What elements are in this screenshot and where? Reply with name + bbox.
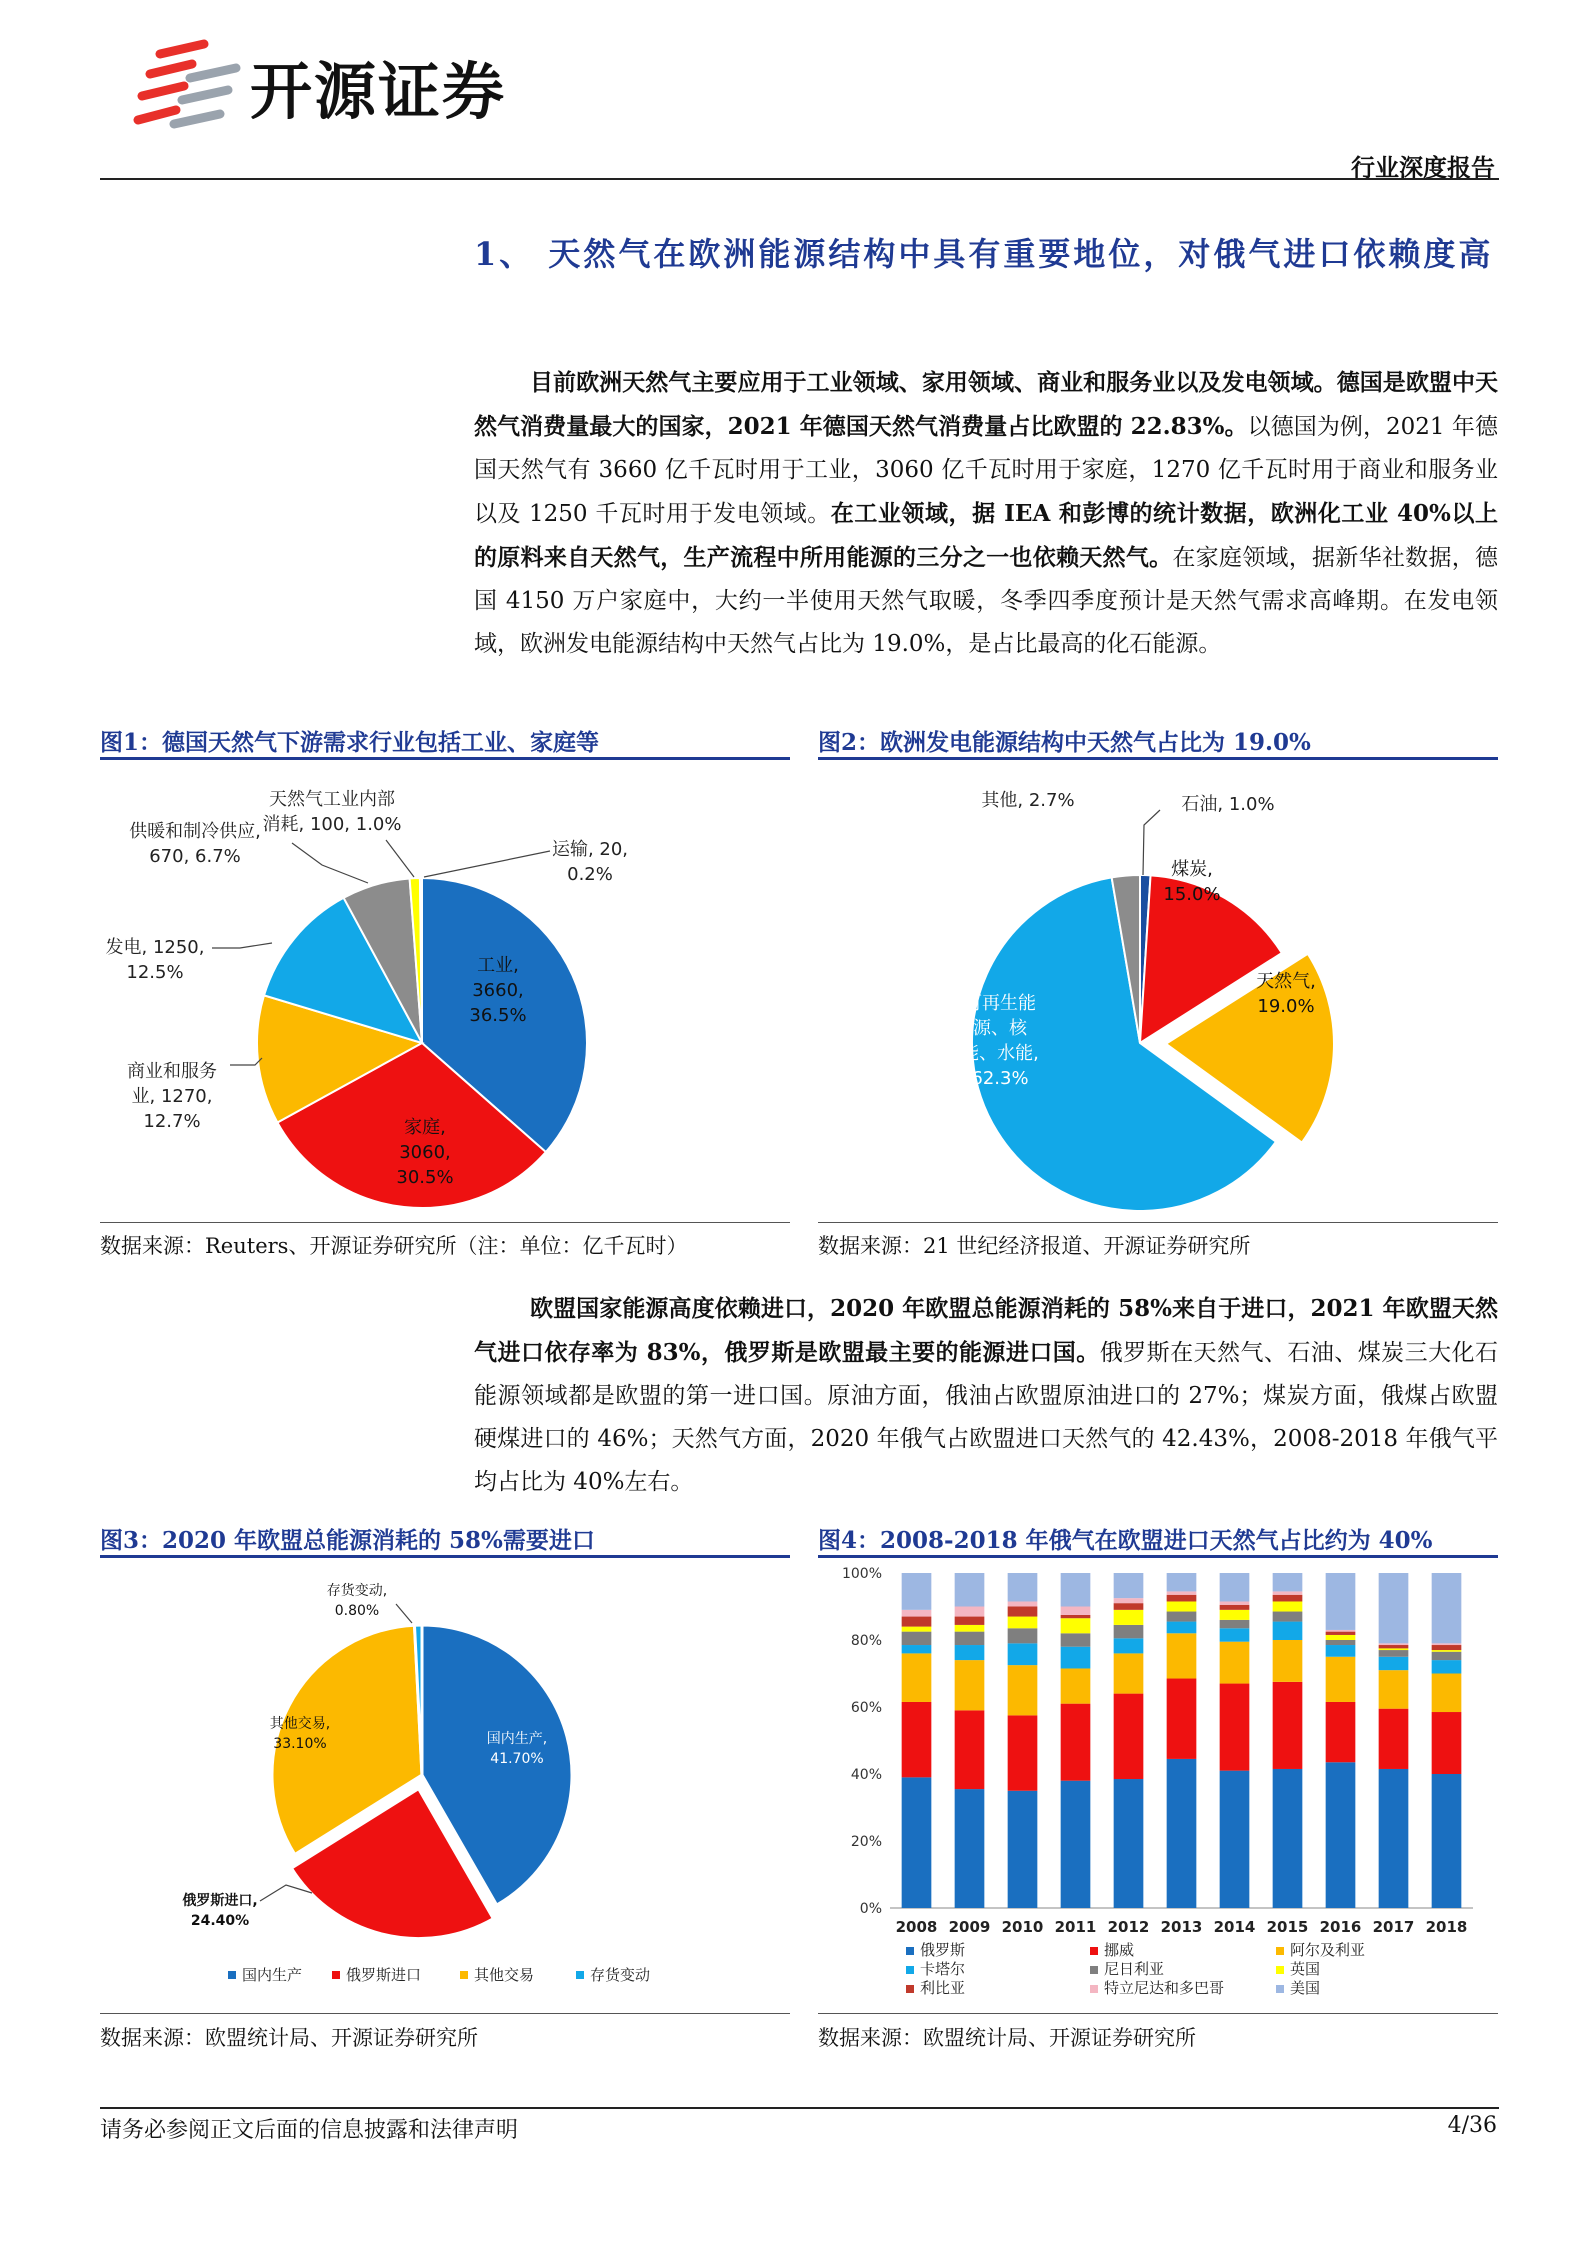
bar-segment: [1379, 1573, 1409, 1643]
bar-segment: [1326, 1762, 1356, 1908]
fig2-source-rule: [818, 1222, 1498, 1223]
bar-segment: [1220, 1642, 1250, 1684]
pie-label: 供暖和制冷供应, 670, 6.7%: [129, 821, 261, 867]
legend-swatch: [576, 1971, 584, 1979]
x-tick-label: 2017: [1372, 1918, 1415, 1936]
bar-segment: [902, 1632, 932, 1645]
bar-segment: [1008, 1665, 1038, 1715]
bar-segment: [1008, 1573, 1038, 1601]
fig3-caption-rule: [100, 1555, 790, 1558]
company-logo-icon: [132, 38, 244, 138]
bar-segment: [955, 1789, 985, 1908]
header-divider: [100, 178, 1499, 180]
legend-label: 国内生产: [242, 1966, 303, 1984]
paragraph-2-bold: 欧盟国家能源高度依赖进口，2020 年欧盟总能源消耗的 58%来自于进口，2021 年欧盟天然气进口依存率为 83%，俄罗斯是欧盟最主要的能源进口国。: [474, 1295, 1498, 1366]
bar-segment: [1061, 1633, 1091, 1646]
bar-segment: [1008, 1601, 1038, 1606]
bar-segment: [1220, 1628, 1250, 1641]
leader-line: [292, 843, 368, 883]
legend-label: 俄罗斯进口: [346, 1966, 422, 1984]
pie-label: 石油, 1.0%: [1181, 794, 1275, 815]
x-tick-label: 2013: [1160, 1918, 1203, 1936]
bar-segment: [1273, 1612, 1303, 1622]
bar-segment: [1061, 1607, 1091, 1615]
bar-segment: [1432, 1573, 1462, 1643]
bar-segment: [1432, 1650, 1462, 1652]
x-tick-label: 2008: [895, 1918, 938, 1936]
bar-segment: [1379, 1648, 1409, 1650]
fig3-caption: 图3：2020 年欧盟总能源消耗的 58%需要进口: [100, 1527, 595, 1554]
bar-segment: [1432, 1660, 1462, 1673]
legend-swatch: [1090, 1947, 1098, 1955]
bar-segment: [955, 1617, 985, 1625]
pie-label: 煤炭, 15.0%: [1163, 859, 1221, 905]
fig1-source-rule: [100, 1222, 790, 1223]
x-tick-label: 2015: [1266, 1918, 1309, 1936]
paragraph-1: [474, 361, 1498, 666]
legend-swatch: [1090, 1966, 1098, 1974]
bar-segment: [1167, 1759, 1197, 1908]
y-tick-label: 100%: [841, 1566, 882, 1582]
footer-divider: [100, 2107, 1499, 2109]
bar-segment: [1379, 1643, 1409, 1645]
legend-label: 阿尔及利亚: [1290, 1941, 1366, 1959]
bar-segment: [1167, 1612, 1197, 1622]
bar-segment: [902, 1702, 932, 1777]
bar-segment: [1273, 1595, 1303, 1602]
bar-segment: [1273, 1682, 1303, 1769]
fig4-source-rule: [818, 2013, 1498, 2014]
bar-segment: [1008, 1628, 1038, 1643]
bar-segment: [1061, 1573, 1091, 1607]
page-number: 4/36: [1447, 2113, 1497, 2138]
bar-segment: [1326, 1573, 1356, 1630]
y-tick-label: 60%: [850, 1700, 882, 1716]
bar-segment: [1114, 1779, 1144, 1908]
x-tick-label: 2018: [1425, 1918, 1468, 1936]
bar-segment: [902, 1573, 932, 1610]
fig3-source-rule: [100, 2013, 790, 2014]
fig4-caption-rule: [818, 1555, 1498, 1558]
bar-segment: [1432, 1712, 1462, 1774]
bar-segment: [1432, 1774, 1462, 1908]
legend-label: 俄罗斯: [920, 1941, 966, 1959]
bar-segment: [1379, 1670, 1409, 1709]
bar-segment: [1061, 1647, 1091, 1669]
fig4-caption: 图4：2008-2018 年俄气在欧盟进口天然气占比约为 40%: [818, 1527, 1433, 1554]
leader-line: [386, 840, 414, 877]
bar-segment: [902, 1645, 932, 1653]
bar-segment: [955, 1710, 985, 1789]
bar-segment: [1008, 1617, 1038, 1629]
bar-segment: [1432, 1652, 1462, 1660]
legend-label: 挪威: [1104, 1941, 1135, 1959]
bar-segment: [1008, 1643, 1038, 1665]
bar-segment: [1273, 1640, 1303, 1682]
bar-segment: [1273, 1573, 1303, 1591]
fig1-caption-rule: [100, 757, 790, 760]
fig3-source: 数据来源：欧盟统计局、开源证券研究所: [100, 2026, 478, 2050]
bar-segment: [1167, 1591, 1197, 1594]
bar-segment: [1432, 1674, 1462, 1713]
pie-label: 家庭, 3060, 30.5%: [396, 1117, 454, 1188]
pie-label: 其他交易, 33.10%: [269, 1716, 331, 1752]
bar-segment: [1167, 1622, 1197, 1634]
legend-swatch: [1276, 1966, 1284, 1974]
legend-swatch: [906, 1947, 914, 1955]
bar-segment: [1114, 1573, 1144, 1598]
bar-segment: [1432, 1645, 1462, 1650]
pie-label: 俄罗斯进口, 24.40%: [182, 1893, 258, 1929]
bar-segment: [902, 1610, 932, 1617]
leader-line: [424, 851, 550, 877]
bar-segment: [1379, 1650, 1409, 1657]
bar-segment: [1114, 1598, 1144, 1603]
leader-line: [212, 943, 272, 948]
x-tick-label: 2012: [1107, 1918, 1150, 1936]
bar-segment: [955, 1607, 985, 1617]
bar-segment: [1008, 1715, 1038, 1790]
pie-label: 国内生产, 41.70%: [486, 1731, 548, 1767]
pie-label: 商业和服务业, 1270, 12.7%: [127, 1061, 217, 1132]
bar-segment: [1061, 1618, 1091, 1633]
bar-segment: [902, 1617, 932, 1627]
report-type-tag: 行业深度报告: [1351, 153, 1495, 182]
bar-segment: [1220, 1771, 1250, 1908]
fig1-caption: 图1：德国天然气下游需求行业包括工业、家庭等: [100, 729, 600, 756]
legend-swatch: [332, 1971, 340, 1979]
bar-segment: [902, 1653, 932, 1702]
fig1-source: 数据来源：Reuters、开源证券研究所（注：单位：亿千瓦时）: [100, 1234, 688, 1258]
bar-segment: [1061, 1781, 1091, 1908]
fig3-pie-chart: [100, 1563, 790, 2011]
x-tick-label: 2010: [1001, 1918, 1044, 1936]
leader-line: [396, 1604, 412, 1623]
bar-segment: [1273, 1591, 1303, 1594]
fig2-caption-rule: [818, 757, 1498, 760]
paragraph-1-text-b: 在家庭领域，据新华社数据，德国 4150 万户家庭中，大约一半使用天然气取暖，冬季四季度预计是天然气需求高峰期。在发电领域，欧洲发电能源结构中天然气占比为 19.0%，是占比最高的化石能源。: [474, 545, 1499, 657]
legend-swatch: [906, 1985, 914, 1993]
x-tick-label: 2016: [1319, 1918, 1362, 1936]
legend-label: 其他交易: [474, 1966, 535, 1984]
x-tick-label: 2009: [948, 1918, 991, 1936]
bar-segment: [902, 1627, 932, 1632]
pie-label: 发电, 1250, 12.5%: [105, 937, 205, 983]
bar-segment: [1167, 1679, 1197, 1759]
pie-label: 天然气工业内部消耗, 100, 1.0%: [262, 789, 402, 835]
x-tick-label: 2011: [1054, 1918, 1097, 1936]
legend-swatch: [1276, 1947, 1284, 1955]
bar-segment: [955, 1660, 985, 1710]
y-tick-label: 80%: [850, 1633, 882, 1649]
paragraph-1-bold-a: 目前欧洲天然气主要应用于工业领域、家用领域、商业和服务业以及发电领域。德国是欧盟中天然气消费量最大的国家，2021 年德国天然气消费量占比欧盟的 22.83%。: [474, 369, 1498, 440]
paragraph-1-bold-b: 在工业领域，据 IEA 和彭博的统计数据，欧洲化工业 40%以上的原料来自天然气，生产流程中所用能源的三分之一也依赖天然气。: [474, 500, 1498, 571]
bar-segment: [1220, 1605, 1250, 1610]
fig4-source: 数据来源：欧盟统计局、开源证券研究所: [818, 2026, 1196, 2050]
bar-segment: [1008, 1607, 1038, 1617]
paragraph-1-text-a: 以德国为例，2021 年德国天然气有 3660 亿千瓦时用于工业，3060 亿千瓦时用于家庭，1270 亿千瓦时用于商业和服务业以及 1250 千瓦时用于发电领域。: [474, 414, 1498, 527]
bar-segment: [1167, 1633, 1197, 1678]
paragraph-2-text: 俄罗斯在天然气、石油、煤炭三大化石能源领域都是欧盟的第一进口国。原油方面，俄油占欧盟原油进口的 27%；煤炭方面，俄煤占欧盟硬煤进口的 46%；天然气方面，2020 年俄气占欧盟进口天然气的 42.43%，2008-2018 年俄气平均占比为 40%左右。: [474, 1340, 1499, 1495]
bar-segment: [1379, 1645, 1409, 1648]
fig4-stacked-bar-chart: [818, 1563, 1498, 2011]
bar-segment: [1167, 1601, 1197, 1611]
legend-label: 卡塔尔: [920, 1960, 966, 1978]
bar-segment: [1326, 1657, 1356, 1702]
bar-segment: [1273, 1769, 1303, 1908]
bar-segment: [1114, 1638, 1144, 1653]
legend-label: 尼日利亚: [1104, 1960, 1165, 1978]
leader-line: [1143, 810, 1160, 875]
company-name: 开源证券: [250, 55, 507, 128]
fig2-source: 数据来源：21 世纪经济报道、开源证券研究所: [818, 1234, 1251, 1258]
legend-label: 英国: [1290, 1960, 1321, 1978]
legend-label: 特立尼达和多巴哥: [1104, 1979, 1225, 1997]
bar-segment: [1220, 1684, 1250, 1771]
legend-swatch: [460, 1971, 468, 1979]
bar-segment: [1114, 1653, 1144, 1693]
pie-label: 天然气, 19.0%: [1256, 971, 1316, 1017]
bar-segment: [1220, 1573, 1250, 1601]
legend-swatch: [906, 1966, 914, 1974]
bar-segment: [1379, 1709, 1409, 1769]
bar-segment: [1326, 1635, 1356, 1640]
fig1-pie-chart: [100, 765, 790, 1220]
bar-segment: [1326, 1630, 1356, 1632]
legend-label: 存货变动: [590, 1966, 651, 1984]
bar-segment: [1273, 1622, 1303, 1640]
bar-segment: [1326, 1702, 1356, 1762]
bar-segment: [1114, 1694, 1144, 1779]
paragraph-2: [474, 1287, 1498, 1504]
bar-segment: [955, 1573, 985, 1607]
bar-segment: [1167, 1595, 1197, 1602]
legend-swatch: [228, 1971, 236, 1979]
bar-segment: [1220, 1610, 1250, 1620]
bar-segment: [1220, 1620, 1250, 1628]
footer-disclaimer: 请务必参阅正文后面的信息披露和法律声明: [100, 2118, 519, 2143]
bar-segment: [1114, 1610, 1144, 1625]
fig2-pie-chart: [818, 765, 1498, 1220]
bar-segment: [1379, 1657, 1409, 1670]
bar-segment: [902, 1777, 932, 1908]
bar-segment: [1114, 1603, 1144, 1610]
bar-segment: [1114, 1625, 1144, 1638]
legend-label: 利比亚: [920, 1979, 966, 1997]
section-title: 1、 天然气在欧洲能源结构中具有重要地位，对俄气进口依赖度高: [474, 235, 1494, 273]
bar-segment: [955, 1625, 985, 1632]
bar-segment: [1432, 1643, 1462, 1645]
bar-segment: [1326, 1640, 1356, 1645]
bar-segment: [1061, 1704, 1091, 1781]
pie-label: 存货变动, 0.80%: [326, 1583, 388, 1619]
y-tick-label: 40%: [850, 1767, 882, 1783]
y-tick-label: 20%: [850, 1834, 882, 1850]
legend-swatch: [1090, 1985, 1098, 1993]
bar-segment: [1167, 1573, 1197, 1591]
legend-label: 美国: [1290, 1979, 1321, 1997]
bar-segment: [1061, 1615, 1091, 1618]
pie-label: 工业, 3660, 36.5%: [469, 955, 527, 1026]
bar-segment: [1008, 1791, 1038, 1908]
fig2-caption: 图2：欧洲发电能源结构中天然气占比为 19.0%: [818, 729, 1311, 756]
bar-segment: [1379, 1769, 1409, 1908]
bar-segment: [1220, 1601, 1250, 1604]
legend-swatch: [1276, 1985, 1284, 1993]
bar-segment: [1273, 1601, 1303, 1611]
bar-segment: [955, 1645, 985, 1660]
bar-segment: [1061, 1668, 1091, 1703]
pie-label: 运输, 20, 0.2%: [551, 839, 629, 885]
bar-segment: [1326, 1632, 1356, 1635]
x-tick-label: 2014: [1213, 1918, 1256, 1936]
pie-label: 可再生能源、核能、水能, 62.3%: [961, 993, 1039, 1089]
bar-segment: [1326, 1645, 1356, 1657]
pie-label: 其他, 2.7%: [981, 790, 1075, 811]
y-tick-label: 0%: [859, 1901, 882, 1917]
bar-segment: [955, 1632, 985, 1645]
